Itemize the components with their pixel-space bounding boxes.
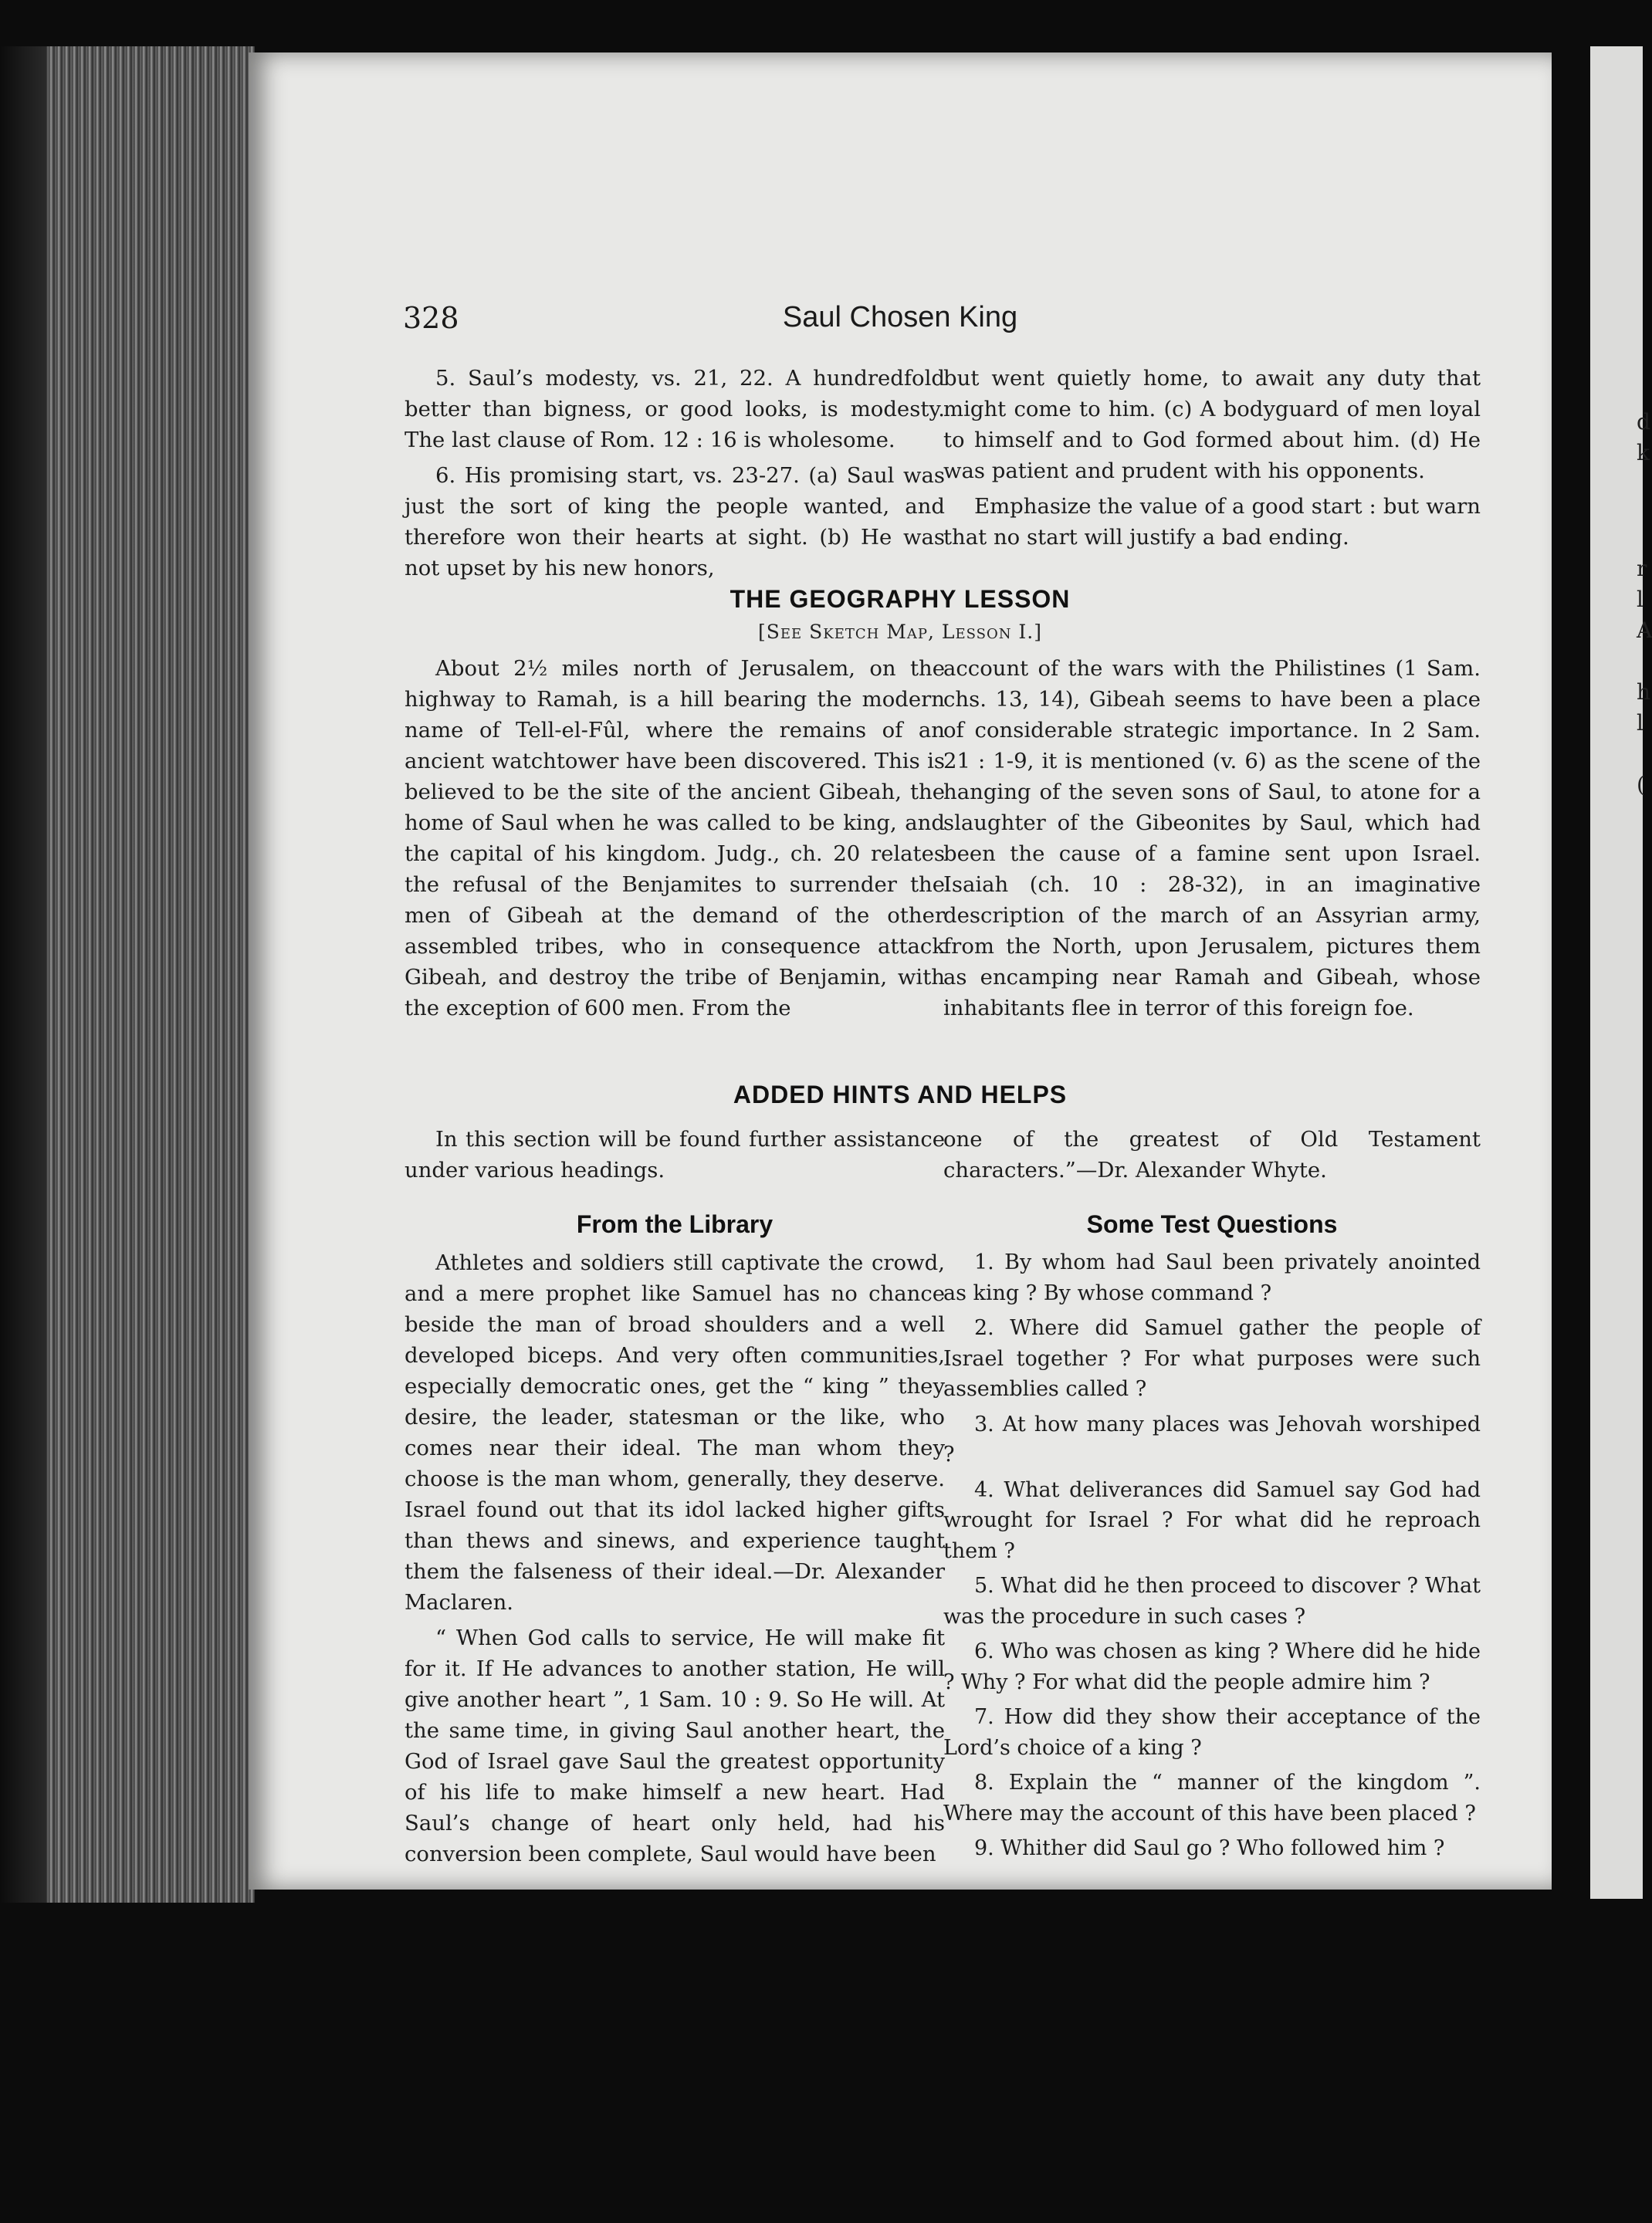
question-item: 5. What did he then proceed to discover ? What was the procedure in such cases ?	[943, 1574, 1481, 1629]
paragraph: 5. Saul’s modesty, vs. 21, 22. A hundredfold better than bigness, or good looks, is modesty. The last clause of Rom. 12 : 16 is wholesome.	[405, 366, 945, 452]
question-item: 3. At how many places was Jehovah worshiped ?	[943, 1412, 1481, 1467]
question-item: 4. What deliverances did Samuel say God had wrought for Israel ? For what did he reproach them ?	[943, 1477, 1481, 1563]
question-item: 2. Where did Samuel gather the people of Israel together ? For what purposes were such assemblies called ?	[943, 1316, 1481, 1401]
paragraph: but went quietly home, to await any duty that might come to him. (c) A bodyguard of men loyal to himself and to God formed about him. (d) He was patient and prudent with his opponents.	[943, 366, 1481, 483]
page-title: Saul Chosen King	[782, 301, 1018, 333]
next-page-edge	[1590, 46, 1652, 1899]
question-item: 7. How did they show their acceptance of the Lord’s choice of a king ?	[943, 1705, 1481, 1760]
paragraph: “ When God calls to service, He will make fit for it. If He advances to another station, He will give another heart ”, 1 Sam. 10 : 9. So He will. At the same time, in giving Saul another heart, the God of Israel gave Saul the greatest opportunity of his life to make himself a new heart. Had Saul’s change of heart only held, had his conversion been complete, Saul would have been	[405, 1626, 945, 1866]
paragraph: In this section will be found further assistance under various headings.	[405, 1127, 945, 1183]
paragraph: 6. His promising start, vs. 23-27. (a) Saul was just the sort of king the people wanted, and therefore won their hearts at sight. (b) He was not upset by his new honors,	[405, 463, 945, 580]
hints-left-intro	[405, 1124, 945, 1186]
paragraph: one of the greatest of Old Testament characters.”—Dr. Alexander Whyte.	[943, 1127, 1481, 1183]
question-item: 8. Explain the “ manner of the kingdom ”. Where may the account of this have been placed ?	[943, 1771, 1481, 1825]
paragraph: account of the wars with the Philistines (1 Sam. chs. 13, 14), Gibeah seems to have been a place of considerable strategic importance. In 2 Sam. 21 : 1-9, it is mentioned (v. 6) as the scene of the hanging of the seven sons of Saul, to atone for a slaughter of the Gibeonites by Saul, which had been the cause of a famine sent upon Israel. Isaiah (ch. 10 : 28-32), in an imaginative description of the march of an Assyrian army, from the North, upon Jerusalem, pictures them as encamping near Ramah and Gibeah, whose inhabitants flee in terror of this foreign foe.	[943, 656, 1481, 1020]
questions-heading: Some Test Questions	[1086, 1210, 1338, 1238]
page-number: 328	[403, 301, 459, 335]
next-page-fragment: k	[1637, 440, 1650, 465]
paragraph: About 2½ miles north of Jerusalem, on the highway to Ramah, is a hill bearing the modern name of Tell-el-Fûl, where the remains of an ancient watchtower have been discovered. This is believed to be the site of the ancient Gibeah, the home of Saul when he was called to be king, and the capital of his kingdom. Judg., ch. 20 relates the refusal of the Benjamites to surrender the men of Gibeah at the demand of the other assembled tribes, who in consequence attack Gibeah, and destroy the tribe of Benjamin, with the exception of 600 men. From the	[405, 656, 945, 1020]
book-spine-shadow	[0, 46, 46, 1903]
top-left-column	[405, 363, 945, 584]
top-right-column	[943, 363, 1481, 553]
geography-heading: THE GEOGRAPHY LESSON	[730, 585, 1071, 613]
next-page-fragment: A	[1637, 618, 1652, 643]
next-page-fragment: r	[1637, 556, 1647, 581]
questions-column	[943, 1247, 1481, 1864]
geography-subheading: [See Sketch Map, Lesson I.]	[758, 621, 1042, 643]
geography-right-column	[943, 653, 1481, 1024]
paragraph: Emphasize the value of a good start : but warn that no start will justify a bad ending.	[943, 494, 1481, 550]
running-head	[249, 301, 1552, 340]
question-item: 9. Whither did Saul go ? Who followed him ?	[974, 1836, 1445, 1860]
next-page-fragment: (	[1637, 772, 1645, 797]
library-heading: From the Library	[576, 1210, 774, 1238]
next-page-fragment: h	[1637, 679, 1651, 705]
question-item: 6. Who was chosen as king ? Where did he hide ? Why ? For what did the people admire him ?	[943, 1639, 1481, 1694]
library-column	[405, 1247, 945, 1869]
hints-heading: ADDED HINTS AND HELPS	[733, 1081, 1068, 1108]
paragraph: Athletes and soldiers still captivate the crowd, and a mere prophet like Samuel has no chance beside the man of broad shoulders and a well developed biceps. And very often communities, especially democratic ones, get the “ king ” they desire, the leader, statesman or the like, who comes near their ideal. The man whom they choose is the man whom, generally, they deserve. Israel found out that its idol lacked higher gifts than thews and sinews, and experience taught them the falseness of their ideal.—Dr. Alexander Maclaren.	[405, 1250, 945, 1615]
question-item: 1. By whom had Saul been privately anointed as king ? By whose command ?	[943, 1250, 1481, 1305]
next-page-fragment: l	[1637, 587, 1644, 612]
geography-left-column	[405, 653, 945, 1024]
next-page-fragment: d	[1637, 409, 1650, 435]
book-page	[249, 52, 1552, 1890]
hints-right-intro	[943, 1124, 1481, 1186]
next-page-fragment: l	[1637, 710, 1644, 736]
